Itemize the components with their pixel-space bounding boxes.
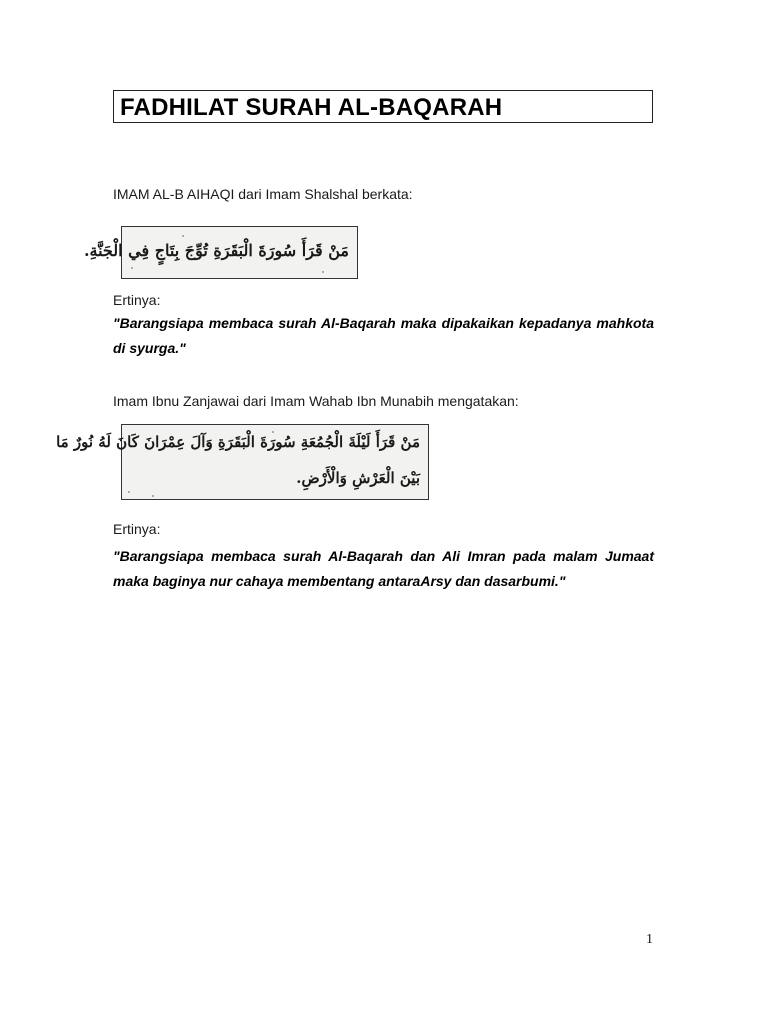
arabic-quote-image-2	[56, 424, 429, 500]
page-title: FADHILAT SURAH AL-BAQARAH	[120, 94, 503, 121]
section-1-intro: IMAM AL-B AIHAQI dari Imam Shalshal berkata:	[113, 186, 413, 202]
section-2-intro: Imam Ibnu Zanjawai dari Imam Wahab Ibn Munabih mengatakan:	[113, 393, 519, 409]
section-1-translation: "Barangsiapa membaca surah Al-Baqarah maka dipakaikan kepadanya mahkota di syurga."	[113, 315, 654, 356]
section-2-ertinya-label: Ertinya:	[113, 521, 161, 537]
section-2-translation: "Barangsiapa membaca surah Al-Baqarah dan Ali Imran pada malam Jumaat maka baginya nur cahaya membentang antaraArsy dan dasarbumi."	[113, 548, 654, 589]
arabic-text-1-line-1: مَنْ قَرَأَ سُورَةَ الْبَقَرَةِ تُوِّجَ بِتَاجٍ فِي الْجَنَّةِ.	[83, 241, 349, 260]
title-box	[113, 90, 653, 123]
arabic-text-2-line-2: بَيْنَ الْعَرْشِ وَالْأَرْضِ.	[296, 469, 420, 487]
arabic-quote-image-1	[83, 226, 358, 279]
arabic-text-2-line-1: مَنْ قَرَأَ لَيْلَةَ الْجُمُعَةِ سُورَةَ الْبَقَرَةِ وَآلَ عِمْرَانَ كَانَ لَهُ نُورٌ مَا	[56, 433, 420, 451]
page-number: 1	[646, 932, 653, 947]
section-1-ertinya-label: Ertinya:	[113, 292, 161, 308]
